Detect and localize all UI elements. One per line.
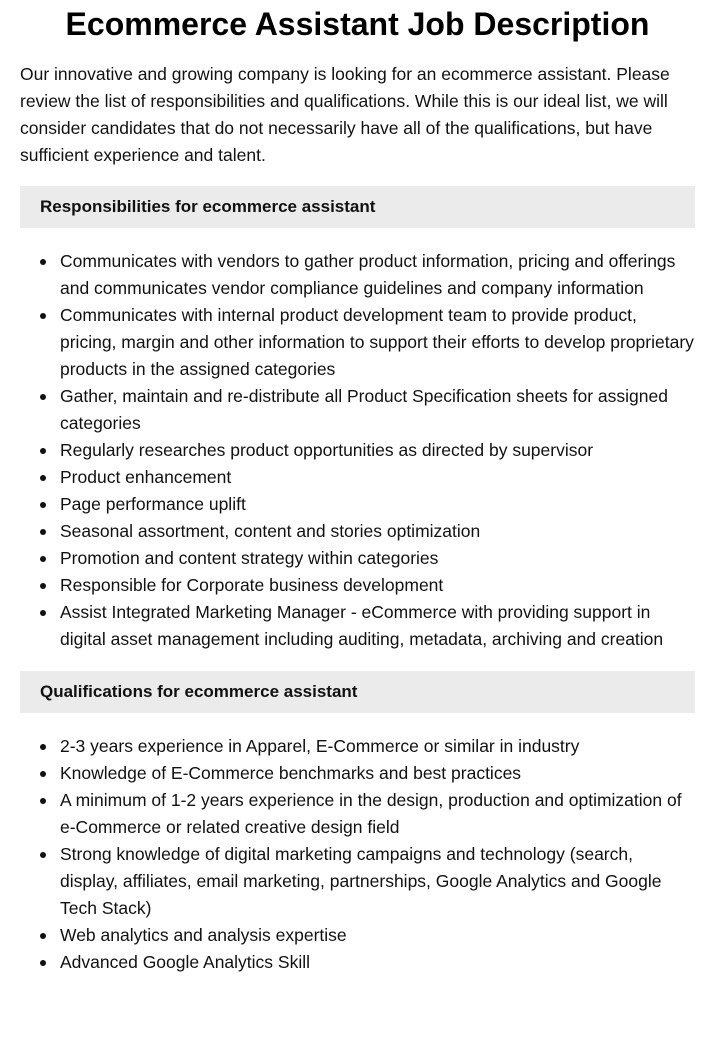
list-item-text: Web analytics and analysis expertise	[60, 925, 347, 945]
list-item-text: Strong knowledge of digital marketing campaigns and technology (search, display, affiliates, email marketing, partnerships, Google Analytics and Google Tech Stack)	[60, 844, 662, 918]
list-item-text: 2-3 years experience in Apparel, E-Commerce or similar in industry	[60, 736, 580, 756]
list-item-text: Communicates with vendors to gather product information, pricing and offerings and communicates vendor compliance guidelines and company information	[60, 251, 676, 298]
list-item-text: Assist Integrated Marketing Manager - eCommerce with providing support in digital asset management including auditing, metadata, archiving and creation	[60, 602, 664, 649]
list-item	[20, 922, 695, 949]
list-item	[20, 545, 695, 572]
bullet-icon	[40, 475, 46, 481]
bullet-icon	[40, 960, 46, 966]
list-item-text: Advanced Google Analytics Skill	[60, 952, 310, 972]
responsibilities-list	[20, 248, 695, 653]
bullet-icon	[40, 610, 46, 616]
list-item	[20, 491, 695, 518]
list-item-text: Promotion and content strategy within categories	[60, 548, 439, 568]
bullet-icon	[40, 529, 46, 535]
bullet-icon	[40, 313, 46, 319]
list-item-text: Gather, maintain and re-distribute all Product Specification sheets for assigned categories	[60, 386, 668, 433]
list-item	[20, 248, 695, 302]
list-item	[20, 302, 695, 383]
responsibilities-heading: Responsibilities for ecommerce assistant	[20, 186, 695, 228]
intro-paragraph: Our innovative and growing company is looking for an ecommerce assistant. Please review the list of responsibilities and qualifications. While this is our ideal list, we will consider candidates that do not necessarily have all of the qualifications, but have sufficient experience and talent.	[20, 64, 670, 165]
list-item	[20, 949, 695, 976]
list-item-text: Communicates with internal product development team to provide product, pricing, margin and other information to support their efforts to develop proprietary products in the assigned categories	[60, 305, 694, 379]
list-item	[20, 518, 695, 545]
bullet-icon	[40, 852, 46, 858]
qualifications-heading: Qualifications for ecommerce assistant	[20, 671, 695, 713]
bullet-icon	[40, 556, 46, 562]
bullet-icon	[40, 933, 46, 939]
page-title: Ecommerce Assistant Job Description	[65, 6, 650, 42]
list-item	[20, 733, 695, 760]
bullet-icon	[40, 259, 46, 265]
list-item-text: Page performance uplift	[60, 494, 246, 514]
list-item-text: Regularly researches product opportunities as directed by supervisor	[60, 440, 594, 460]
list-item	[20, 572, 695, 599]
list-item-text: Seasonal assortment, content and stories optimization	[60, 521, 481, 541]
list-item-text: Knowledge of E-Commerce benchmarks and best practices	[60, 763, 522, 783]
bullet-icon	[40, 502, 46, 508]
list-item	[20, 760, 695, 787]
bullet-icon	[40, 448, 46, 454]
bullet-icon	[40, 771, 46, 777]
bullet-icon	[40, 798, 46, 804]
bullet-icon	[40, 394, 46, 400]
list-item	[20, 464, 695, 491]
list-item	[20, 383, 695, 437]
qualifications-list	[20, 733, 695, 976]
list-item	[20, 841, 695, 922]
list-item-text: Responsible for Corporate business development	[60, 575, 444, 595]
list-item-text: Product enhancement	[60, 467, 232, 487]
list-item-text: A minimum of 1-2 years experience in the design, production and optimization of e-Commerce or related creative design field	[60, 790, 682, 837]
bullet-icon	[40, 744, 46, 750]
list-item	[20, 787, 695, 841]
list-item	[20, 437, 695, 464]
list-item	[20, 599, 695, 653]
bullet-icon	[40, 583, 46, 589]
